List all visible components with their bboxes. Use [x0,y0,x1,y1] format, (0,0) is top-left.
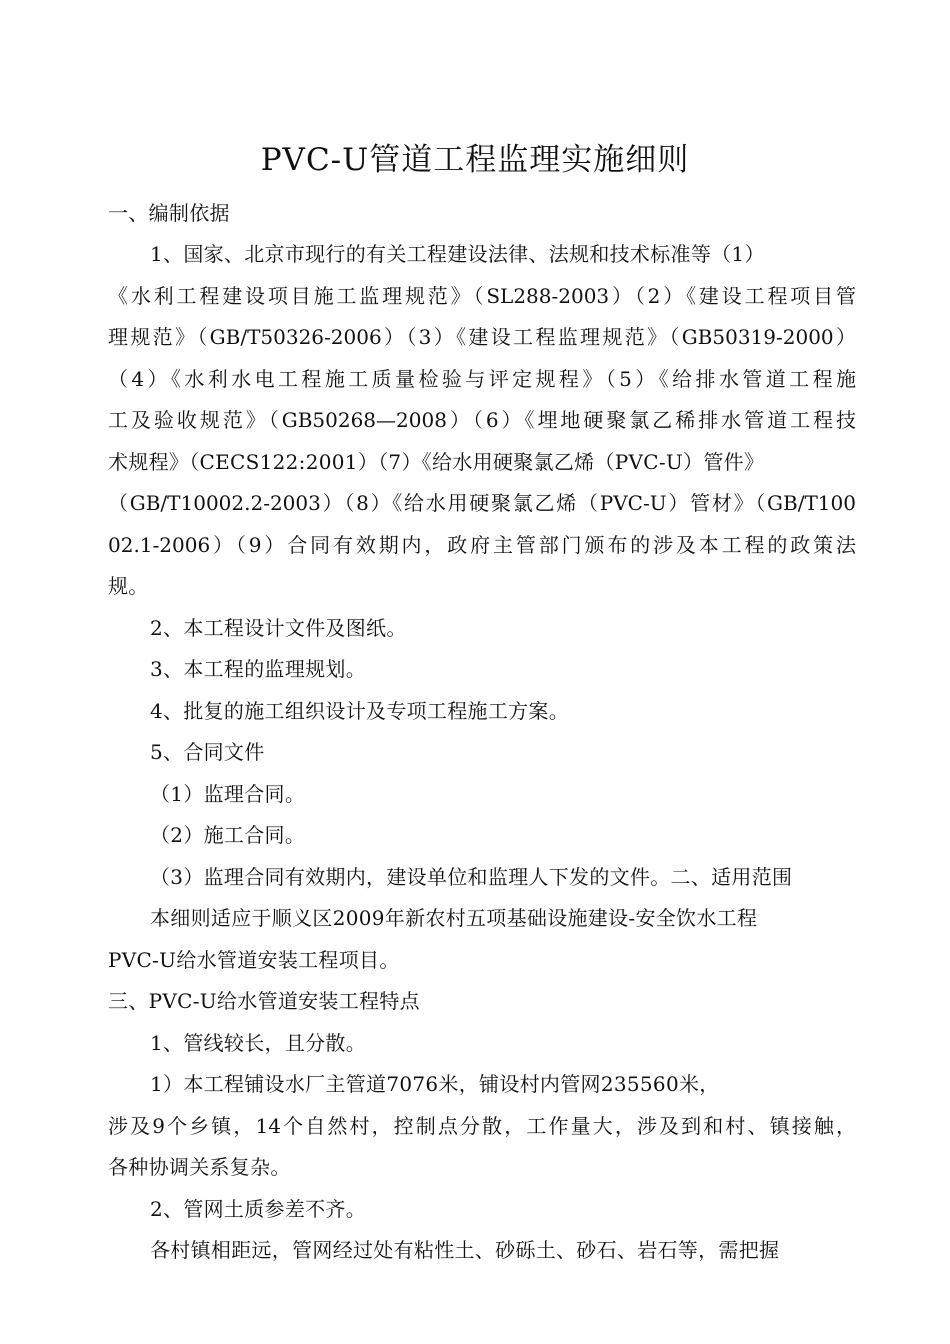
paragraph-line: 规。 [108,574,149,598]
sub-list-item: （2）施工合同。 [150,823,306,847]
list-item: 2、本工程设计文件及图纸。 [150,616,407,640]
document-title: PVC-U管道工程监理实施细则 [260,142,690,178]
paragraph-line: 各种协调关系复杂。 [108,1155,291,1179]
paragraph-line: 术规程》（CECS122:2001）（7）《给水用硬聚氯乙烯（PVC-U）管件》 [108,450,765,474]
paragraph-line: 《水利工程建设项目施工监理规范》（SL288-2003）（2）《建设工程项目管 [108,284,856,308]
paragraph-line: 理规范》（GB/T50326-2006）（3）《建设工程监理规范》（GB50319-2000） [108,325,856,349]
paragraph-line: 02.1-2006）（9）合同有效期内，政府主管部门颁布的涉及本工程的政策法 [108,533,856,557]
paragraph-line: 工及验收规范》（GB50268—2008）（6）《埋地硬聚氯乙稀排水管道工程技 [108,408,856,432]
paragraph-line: 各村镇相距远，管网经过处有粘性土、砂砾土、砂石、岩石等，需把握 [150,1238,780,1262]
section-heading: 一、编制依据 [108,201,230,225]
section-heading: 三、PVC-U给水管道安装工程特点 [108,989,420,1013]
list-item: 1、管线较长，且分散。 [150,1031,367,1055]
list-item: 3、本工程的监理规划。 [150,657,367,681]
sub-list-item: （1）监理合同。 [150,782,306,806]
paragraph-line: （4）《水利水电工程施工质量检验与评定规程》（5）《给排水管道工程施 [108,367,856,391]
paragraph-line: PVC-U给水管道安装工程项目。 [108,948,400,972]
sub-list-item: （3）监理合同有效期内，建设单位和监理人下发的文件。二、适用范围 [150,865,793,889]
paragraph-line: 1）本工程铺设水厂主管道7076米，铺设村内管网235560米， [150,1072,720,1096]
paragraph-line: 涉及9个乡镇，14个自然村，控制点分散，工作量大，涉及到和村、镇接触， [108,1114,856,1138]
list-item: 5、合同文件 [150,740,265,764]
paragraph-line: 本细则适应于顺义区2009年新农村五项基础设施建设-安全饮水工程 [150,906,758,930]
list-item: 2、管网土质参差不齐。 [150,1197,367,1221]
list-item: 4、批复的施工组织设计及专项工程施工方案。 [150,699,570,723]
paragraph-line: （GB/T10002.2-2003）（8）《给水用硬聚氯乙烯（PVC-U）管材》（GB/T100 [108,491,856,515]
paragraph-line: 1、国家、北京市现行的有关工程建设法律、法规和技术标准等（1） [150,242,765,266]
